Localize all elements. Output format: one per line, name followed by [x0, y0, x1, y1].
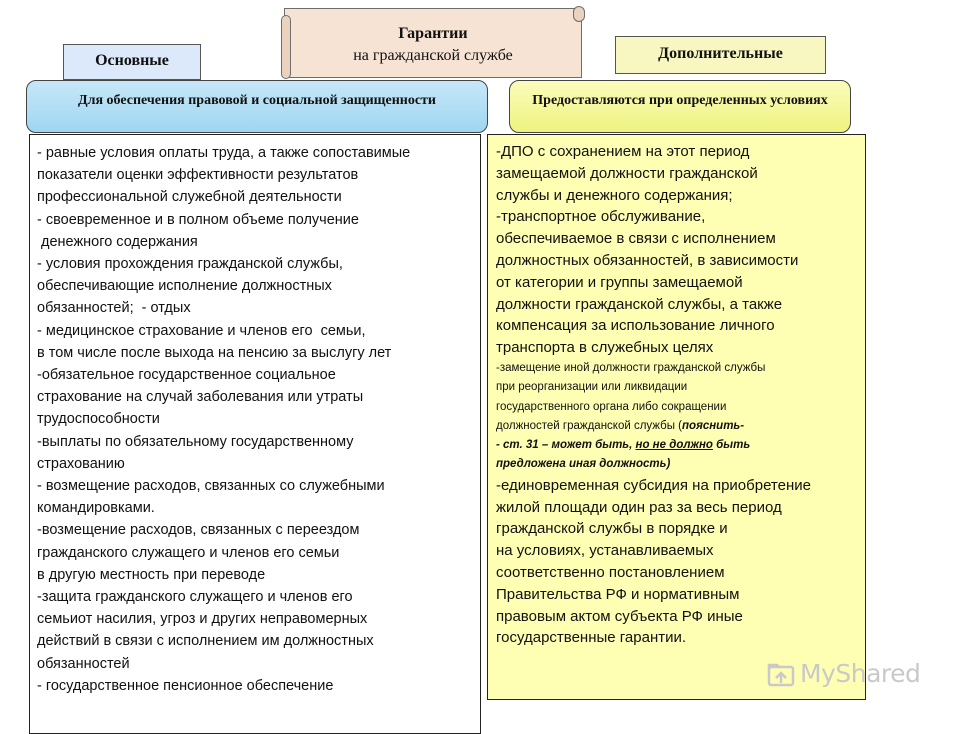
list-item: -защита гражданского служащего и членов его — [37, 589, 353, 606]
explain-note: пояснить- — [682, 419, 745, 432]
list-item: -единовременная субсидия на приобретение — [496, 476, 811, 494]
scroll-curl-right — [573, 6, 585, 22]
header-scroll — [284, 8, 582, 78]
list-item: трудоспособности — [37, 411, 160, 428]
list-item: -выплаты по обязательному государственному — [37, 433, 354, 450]
list-item: страхованию — [37, 455, 125, 472]
article-note — [496, 436, 861, 455]
list-item: в другую местность при переводе — [37, 566, 266, 583]
list-item: действий в связи с исполнением им должностных — [37, 633, 374, 650]
list-item: на условиях, устанавливаемых — [496, 542, 714, 560]
list-item: - государственное пенсионное обеспечение — [37, 677, 334, 694]
list-item: гражданского служащего и членов его семьи — [37, 544, 340, 561]
basic-label: Основные — [63, 44, 201, 80]
list-item: командировками. — [37, 500, 155, 517]
reassignment-note-block — [496, 359, 861, 475]
additional-guarantees-list — [487, 134, 866, 700]
list-item: государственные гарантии. — [496, 629, 687, 647]
list-item: обязанностей — [37, 655, 130, 672]
list-item: денежного содержания — [37, 233, 198, 250]
article-note-start: - ст. 31 – может быть, — [496, 439, 636, 452]
share-folder-icon — [766, 658, 796, 688]
list-item: -обязательное государственное социальное — [37, 367, 336, 384]
basic-guarantees-list — [29, 134, 481, 734]
list-item: профессиональной служебной деятельности — [37, 189, 342, 206]
list-item-text: должностей гражданской службы ( — [496, 419, 683, 432]
list-item: в том числе после выхода на пенсию за выслугу лет — [37, 344, 392, 361]
list-item: страхование на случай заболевания или утраты — [37, 389, 364, 406]
list-item: показатели оценки эффективности результатов — [37, 167, 359, 184]
list-item: -замещение иной должности гражданской службы — [496, 361, 766, 374]
basic-purpose: Для обеспечения правовой и социальной защищенности — [26, 80, 488, 133]
watermark — [764, 656, 934, 696]
list-item: государственного органа либо сокращении — [496, 400, 727, 413]
watermark-text: MyShared — [800, 659, 921, 688]
article-note-end: быть — [712, 439, 751, 452]
list-item: гражданской службы в порядке и — [496, 520, 728, 538]
list-item: -возмещение расходов, связанных с переездом — [37, 522, 360, 539]
article-note-continued: предложена иная должность) — [496, 458, 671, 471]
list-item — [496, 417, 861, 436]
list-item: - своевременное и в полном объеме получение — [37, 211, 359, 228]
list-item: замещаемой должности гражданской — [496, 164, 758, 182]
additional-purpose: Предоставляются при определенных условиях — [509, 80, 851, 133]
list-item: -ДПО с сохранением на этот период — [496, 143, 750, 160]
list-item: должностных обязанностей, в зависимости — [496, 251, 799, 269]
list-item: жилой площади один раз за весь период — [496, 498, 782, 516]
list-item: компенсация за использование личного — [496, 317, 775, 335]
diagram-title: Гарантии — [398, 25, 468, 42]
list-item: от категории и группы замещаемой — [496, 273, 743, 291]
list-item: обеспечивающие исполнение должностных — [37, 278, 332, 295]
article-note-emphasis: но не должно — [635, 439, 713, 452]
list-item: - возмещение расходов, связанных со служебными — [37, 478, 385, 495]
list-item: обеспечиваемое в связи с исполнением — [496, 230, 776, 248]
list-item: службы и денежного содержания; — [496, 186, 733, 204]
list-item: -транспортное обслуживание, — [496, 208, 706, 226]
list-item: соответственно постановлением — [496, 563, 725, 581]
list-item: при реорганизации или ликвидации — [496, 381, 688, 394]
list-item: семьиот насилия, угроз и других неправомерных — [37, 611, 368, 628]
list-item: - условия прохождения гражданской службы, — [37, 256, 343, 273]
list-item: должности гражданской службы, а также — [496, 295, 783, 313]
list-item: правовым актом субъекта РФ иные — [496, 607, 743, 625]
list-item: Правительства РФ и нормативным — [496, 585, 740, 603]
additional-label: Дополнительные — [615, 36, 826, 74]
diagram-subtitle: на гражданской службе — [353, 47, 513, 64]
list-item: - медицинское страхование и членов его семьи, — [37, 322, 366, 339]
list-item: - равные условия оплаты труда, а также сопоставимые — [37, 145, 411, 161]
list-item: обязанностей; - отдых — [37, 300, 191, 317]
list-item: транспорта в служебных целях — [496, 339, 714, 357]
